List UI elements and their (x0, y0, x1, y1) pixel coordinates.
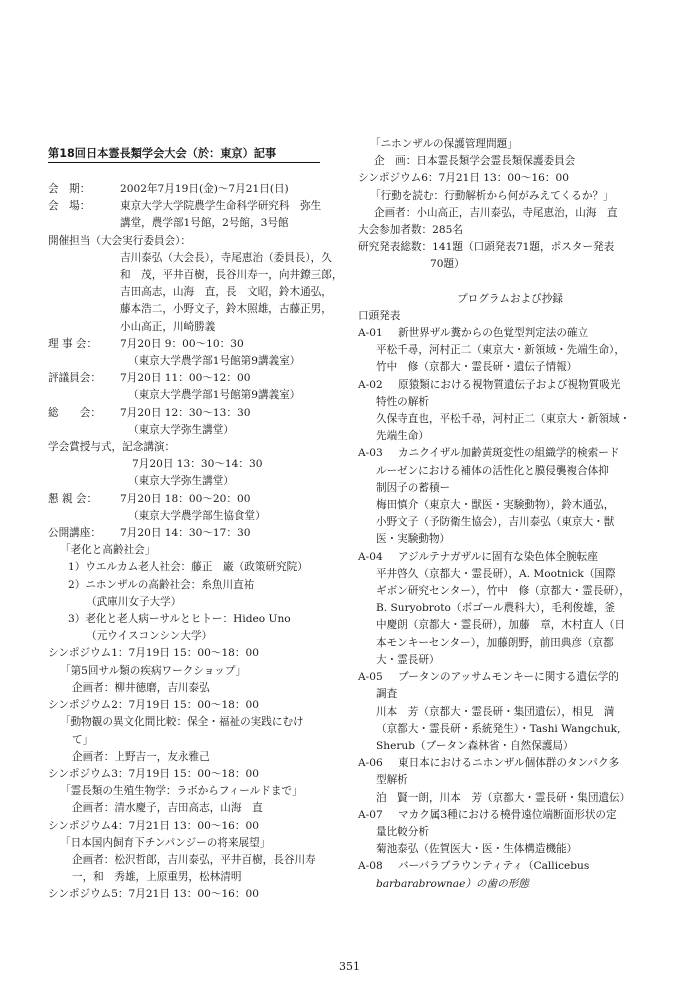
general-meeting: 総 会： 7月20日 12：30〜13：30 (48, 406, 251, 419)
presentations-total: 研究発表総数：141題（口頭発表71題，ポスター発表 70題） (358, 241, 615, 271)
right-column (358, 136, 662, 893)
symposium-5-title: 「ニホンザルの保護管理問題」 (370, 138, 518, 150)
symposium-3: シンポジウム3：7月19日 15：00〜18：00 「霊長類の生殖生物学：ラボからフィールドまで」 企画者：清水慶子，吉田高志，山海 直 (48, 767, 303, 815)
committee-label: 開催担当（大会実行委員会）： (48, 234, 192, 247)
abstract-item: A-03 カニクイザル加齢黄斑変性の組織学的検索ード ルーゼンにおける補体の活性化と膜侵襲複合体抑 制因子の蓄積ー 梅田慎介（東京大・獣医・実験動物），鈴木通弘， 小野文子（予防衛生協会），吉川泰弘（東京大・獣 医・実験動物） (358, 447, 620, 546)
abstract-item: A-02 原猿類における視物質遺伝子および視物質吸光 特性の解析 久保寺直也，平松千尋，河村正二（東京大・新領域・ 先端生命） (358, 378, 631, 443)
symposium-6-title: 「行動を読む：行動解析から何がみえてくるか？」 (370, 189, 614, 202)
oral-heading: 口頭発表 (358, 309, 401, 322)
symposium-1: シンポジウム1：7月19日 15：00〜18：00 「第5回サル類の疾病ワークショップ」 企画者：柳井徳磨，吉川泰弘 (48, 647, 260, 694)
meta-value: 2002年7月19日(金)〜7月21日(日) (120, 183, 289, 195)
abstract-item: A-07 マカク属3種における橈骨遠位端断面形状の定 量比較分析 菊池泰弘（佐賀医大・医・生体構造機能） (358, 808, 617, 856)
meta-period (48, 181, 348, 198)
abstract-item: A-06 東日本におけるニホンザル個体群のタンパク多 型解析 泊 賢一朗，川本 芳（京都大・霊長研・集団遺伝） (358, 757, 631, 804)
party-place: （東京大学農学部生協食堂） (128, 509, 266, 522)
symposium-4: シンポジウム4：7月21日 13：00〜16：00 「日本国内飼育下チンパンジーの将来展望」 企画者：松沢哲郎，吉川泰弘，平井百樹，長谷川寿 一，和 秀雄，上原重男，松林清明 (48, 819, 316, 884)
award-place: （東京大学弥生講堂） (128, 475, 234, 488)
abstract-item: A-01 新世界ザル糞からの色覚型判定法の確立 平松千尋，河村正二（東京大・新領域・先端生命）， 竹中 修（京都大・霊長研・遺伝子情報） (358, 327, 625, 374)
committee-members: 吉川泰弘（大会長），寺尾恵治（委員長），久 和 茂，平井百樹，長谷川寿一，向井鐐三郎， 吉田高志，山海 直，長 文昭，鈴木通弘， 藤本浩二，小野文子，鈴木照雄，古藤正男， 小山高正，川崎勝義 (120, 251, 343, 333)
meta-label: 会 期： (48, 183, 91, 195)
left-column (48, 146, 348, 904)
council-meeting-place: （東京大学農学部1号館第9講義室） (128, 389, 301, 402)
award-label: 学会賞授与式，記念講演： (48, 441, 176, 454)
meta-value: 東京大学大学院農学生命科学研究科 弥生 講堂，農学部1号館，2号館，3号館 (120, 200, 322, 230)
page-number: 351 (339, 960, 360, 973)
general-meeting-place: （東京大学弥生講堂） (128, 423, 234, 436)
symposium-5-head: シンポジウム5：7月21日 13：00〜16：00 (48, 888, 260, 901)
abstract-item: A-04 アジルテナガザルに固有な染色体全腕転座 平井啓久（京都大・霊長研），A. Mootnick（国際 ギボン研究センター），竹中 修（京都大・霊長研）， B. Suryobroto（ボゴール農科大），毛利俊雄，釜 中慶朗（京都大・霊長研），加藤 章，木村直人（日 本モンキーセンター），加藤朗野，前田典彦（京都 大・霊長研） (358, 550, 630, 666)
public-theme: 「老化と高齢社会」 (60, 544, 156, 557)
public-lecture: 公開講座： 7月20日 14：30〜17：30 (48, 527, 251, 540)
party: 懇 親 会： 7月20日 18：00〜20：00 (48, 492, 251, 505)
board-meeting: 理 事 会： 7月20日 9：00〜10：30 (48, 337, 244, 350)
attendance: 大会参加者数：285名 (358, 224, 463, 237)
symposium-2: シンポジウム2：7月19日 15：00〜18：00 「動物観の異文化間比較：保全・福祉の実践にむけ て」 企画者：上野吉一，友永雅己 (48, 699, 304, 763)
board-meeting-place: （東京大学農学部1号館第9講義室） (128, 355, 301, 368)
abstract-item: A-08 バーバラブラウンティティ（Callicebus barbarabrownae）の歯の形態 (358, 860, 590, 890)
meta-label: 会 場： (48, 200, 91, 213)
symposium-6-organizer: 企画者：小山高正，吉川泰弘，寺尾恵治，山海 直 (374, 206, 618, 219)
program-heading: プログラムおよび抄録 (457, 292, 563, 305)
abstract-item: A-05 ブータンのアッサムモンキーに関する遺伝学的 調査 川本 芳（京都大・霊長研・集団遺伝），相見 満 （京都大・霊長研・系統発生）・Tashi Wangchuk, Sherub（ブータン森林省・自然保護局） (358, 671, 621, 752)
award-time: 7月20日 13：30〜14：30 (132, 458, 263, 471)
council-meeting: 評議員会： 7月20日 11：00〜12：00 (48, 372, 251, 385)
meta-venue (48, 198, 348, 232)
symposium-5-organizer: 企 画：日本霊長類学会霊長類保護委員会 (374, 155, 576, 168)
symposium-6-head: シンポジウム6：7月21日 13：00〜16：00 (358, 172, 570, 185)
article-title: 第18回日本霊長類学会大会（於：東京）記事 (48, 146, 320, 163)
lectures: 1）ウエルカム老人社会：藤正 巌（政策研究院） 2）ニホンザルの高齢社会：糸魚川直祐 （武庫川女子大学） 3）老化と老人病ーサルとヒトー：Hideo Uno （元ウイスコンシン大学） (68, 561, 308, 643)
